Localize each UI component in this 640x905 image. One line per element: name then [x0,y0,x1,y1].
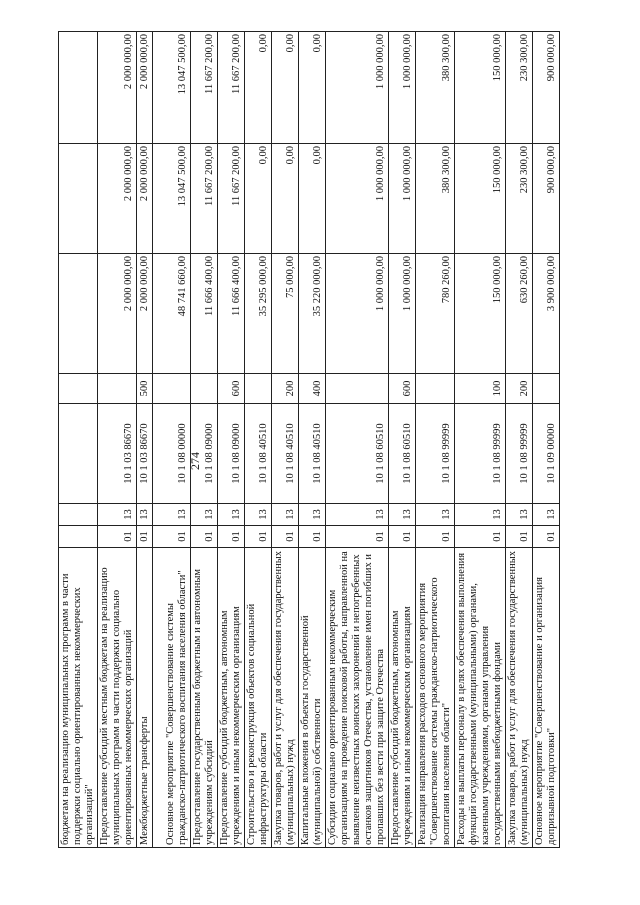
table-cell-cs [59,404,98,504]
table-cell-ved: 01 [98,526,137,548]
table-cell-vr: 200 [272,374,299,404]
table-cell-cs: 10 1 08 09000 [218,404,245,504]
table-cell-rz: 13 [506,504,533,526]
table-cell-cs: 10 1 08 99999 [416,404,455,504]
table-cell-s3 [59,32,98,144]
table-row [245,32,272,848]
table-cell-s3: 230 300,00 [506,32,533,144]
table-cell-ved [59,526,98,548]
table-cell-s3: 900 000,00 [533,32,560,144]
table-cell-s1: 2 000 000,00 [98,254,137,374]
table-cell-cs: 10 1 03 86670 [137,404,153,504]
table-cell-name: Основное мероприятие "Совершенствование системы гражданско-патриотического воспитания населения области" [153,548,191,848]
table-cell-name: Межбюджетные трансферты [137,548,153,848]
table-cell-ved: 01 [153,526,191,548]
table-cell-s1: 780 260,00 [416,254,455,374]
table-cell-s3: 11 667 200,00 [218,32,245,144]
table-row [191,32,218,848]
table-cell-name: Субсидии социально ориентированным некоммерческим организациям на проведение поисковой работы, направленной на выявление неизвестных воинских захоронений и непогребенных останков защитников Отечества, установление имен погибших и пропавших без вести при защите Отечества [326,548,389,848]
table-cell-s1: 48 741 660,00 [153,254,191,374]
table-cell-name: Реализация направления расходов основного мероприятия "Совершенствование системы гражданско-патриотического воспитания населения области" [416,548,455,848]
table-cell-s3: 13 047 500,00 [153,32,191,144]
table-cell-s3: 0,00 [299,32,326,144]
table-cell-s3: 11 667 200,00 [191,32,218,144]
table-cell-cs: 10 1 08 40510 [299,404,326,504]
table-cell-s1: 150 000,00 [455,254,506,374]
table-cell-name: Предоставление субсидий бюджетным, автономным учреждениям и иным некоммерческим организациям [389,548,416,848]
table-cell-ved: 01 [416,526,455,548]
table-cell-cs: 10 1 08 99999 [506,404,533,504]
table-cell-cs: 10 1 08 00000 [153,404,191,504]
table-cell-vr: 600 [389,374,416,404]
table-cell-vr: 100 [455,374,506,404]
table-cell-rz: 13 [191,504,218,526]
table-cell-s1: 2 000 000,00 [137,254,153,374]
table-cell-s2: 2 000 000,00 [137,144,153,254]
table-cell-cs: 10 1 08 60510 [389,404,416,504]
table-cell-vr: 200 [506,374,533,404]
table-cell-cs: 10 1 08 40510 [245,404,272,504]
table-cell-s2: 11 667 200,00 [218,144,245,254]
table-cell-vr [533,374,560,404]
table-row [98,32,137,848]
table-cell-name: Предоставление субсидий местным бюджетам на реализацию муниципальных программ в части поддержки социально ориентированных некоммерческих организаций [98,548,137,848]
table-cell-vr [245,374,272,404]
table-row [59,32,98,848]
table-cell-s3: 2 000 000,00 [137,32,153,144]
table-row [533,32,560,848]
table-cell-s1: 630 260,00 [506,254,533,374]
table-cell-s1: 3 900 000,00 [533,254,560,374]
table-cell-s2: 230 300,00 [506,144,533,254]
table-cell-name: бюджетам на реализацию муниципальных программ в части поддержки социально ориентированных некоммерческих организаций" [59,548,98,848]
table-cell-s1: 35 220 000,00 [299,254,326,374]
table-cell-s1: 1 000 000,00 [389,254,416,374]
table-cell-s1 [59,254,98,374]
table-cell-ved: 01 [191,526,218,548]
table-cell-rz: 13 [299,504,326,526]
table-cell-name: Закупка товаров, работ и услуг для обеспечения государственных (муниципальных) нужд [506,548,533,848]
table-cell-ved: 01 [299,526,326,548]
table-cell-ved: 01 [245,526,272,548]
table-cell-name: Капитальные вложения в объекты государственной (муниципальной) собственности [299,548,326,848]
table-cell-s2: 13 047 500,00 [153,144,191,254]
table-cell-s3: 150 000,00 [455,32,506,144]
table-cell-ved: 01 [389,526,416,548]
table-cell-vr [98,374,137,404]
table-row [416,32,455,848]
table-cell-rz [59,504,98,526]
table-row [455,32,506,848]
table-cell-rz: 13 [326,504,389,526]
table-cell-s1: 1 000 000,00 [326,254,389,374]
table-cell-ved: 01 [326,526,389,548]
table-cell-cs: 10 1 08 09000 [191,404,218,504]
table-row [272,32,299,848]
table-cell-vr [153,374,191,404]
table-cell-name: Основное мероприятие "Совершенствование и организация допризывной подготовки" [533,548,560,848]
table-row [506,32,533,848]
table-cell-vr: 400 [299,374,326,404]
table-row [299,32,326,848]
table-cell-ved: 01 [455,526,506,548]
table-cell-rz: 13 [153,504,191,526]
table-cell-cs: 10 1 08 60510 [326,404,389,504]
table-cell-cs: 10 1 08 99999 [455,404,506,504]
table-cell-s3: 380 300,00 [416,32,455,144]
table-cell-vr [416,374,455,404]
table-cell-vr [326,374,389,404]
table-cell-vr [59,374,98,404]
table-cell-name: Предоставление субсидий бюджетным, автономным учреждениям и иным некоммерческим организациям [218,548,245,848]
table-body [59,32,560,848]
table-row [153,32,191,848]
table-cell-rz: 13 [533,504,560,526]
table-cell-ved: 01 [218,526,245,548]
table-row [326,32,389,848]
table-cell-s2: 0,00 [272,144,299,254]
table-cell-rz: 13 [389,504,416,526]
table-cell-s3: 0,00 [272,32,299,144]
budget-table [58,31,560,848]
table-cell-rz: 13 [98,504,137,526]
table-cell-rz: 13 [245,504,272,526]
table-cell-s2: 0,00 [245,144,272,254]
table-cell-name: Расходы на выплаты персоналу в целях обеспечения выполнения функций государственными (муниципальными) органами, казенными учреждениями, органами управления государственными внебюджетными фондами [455,548,506,848]
table-cell-s2: 0,00 [299,144,326,254]
table-cell-ved: 01 [272,526,299,548]
table-cell-s2: 380 300,00 [416,144,455,254]
table-cell-s2: 1 000 000,00 [326,144,389,254]
table-cell-cs: 10 1 09 00000 [533,404,560,504]
table-cell-s3: 0,00 [245,32,272,144]
table-cell-name: Предоставление государственным бюджетным и автономным учреждениям субсидий [191,548,218,848]
table-cell-rz: 13 [272,504,299,526]
table-cell-vr [191,374,218,404]
table-row [218,32,245,848]
table-cell-vr: 500 [137,374,153,404]
table-cell-name: Строительство и реконструкция объектов социальной инфраструктуры области [245,548,272,848]
table-cell-ved: 01 [137,526,153,548]
table-cell-cs: 10 1 08 40510 [272,404,299,504]
table-cell-rz: 13 [218,504,245,526]
table-cell-s3: 2 000 000,00 [98,32,137,144]
table-cell-s2: 2 000 000,00 [98,144,137,254]
table-row [137,32,153,848]
table-cell-ved: 01 [533,526,560,548]
table-cell-name: Закупка товаров, работ и услуг для обеспечения государственных (муниципальных) нужд [272,548,299,848]
table-cell-s3: 1 000 000,00 [389,32,416,144]
table-cell-s1: 75 000,00 [272,254,299,374]
table-cell-cs: 10 1 03 86670 [98,404,137,504]
table-cell-s2: 11 667 200,00 [191,144,218,254]
table-cell-rz: 13 [455,504,506,526]
table-cell-vr: 600 [218,374,245,404]
table-cell-s2: 1 000 000,00 [389,144,416,254]
table-cell-s1: 11 666 400,00 [218,254,245,374]
table-cell-s1: 35 295 000,00 [245,254,272,374]
table-cell-ved: 01 [506,526,533,548]
table-cell-s2 [59,144,98,254]
page-number: 274 [188,452,202,470]
table-cell-s3: 1 000 000,00 [326,32,389,144]
table-cell-rz: 13 [416,504,455,526]
table-row [389,32,416,848]
table-cell-rz: 13 [137,504,153,526]
table-cell-s2: 900 000,00 [533,144,560,254]
table-cell-s1: 11 666 400,00 [191,254,218,374]
table-cell-s2: 150 000,00 [455,144,506,254]
